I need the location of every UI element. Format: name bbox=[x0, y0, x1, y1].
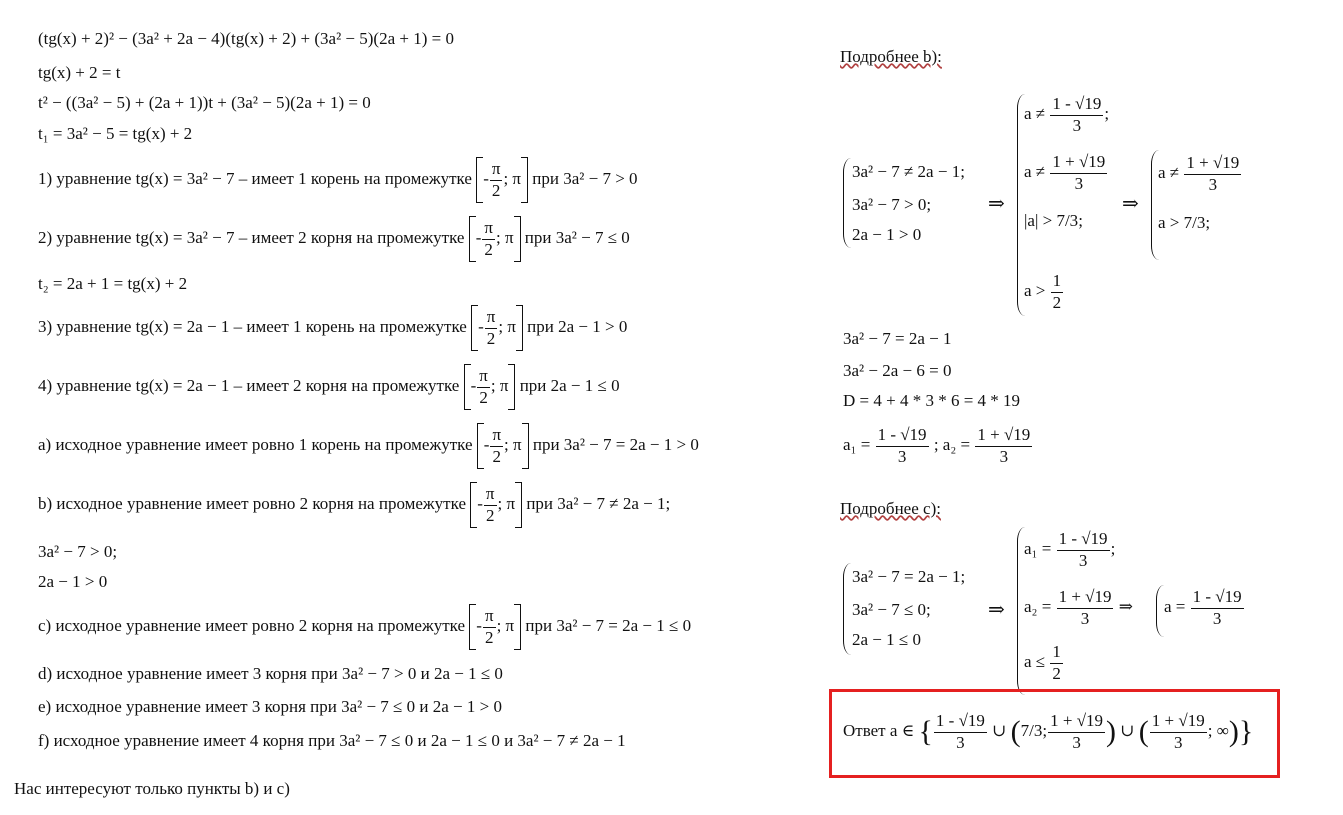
fraction-denominator: 3 bbox=[1074, 173, 1084, 193]
interval-close-bracket bbox=[516, 305, 523, 351]
item-2-condition: при 3a² − 7 ≤ 0 bbox=[524, 227, 630, 247]
fraction-denominator: 2 bbox=[486, 328, 496, 348]
semicolon: ; bbox=[1205, 213, 1211, 232]
interval-minus: - bbox=[477, 493, 483, 513]
interval-upper: ; π bbox=[495, 227, 514, 247]
section-b-title: Подробнее b): bbox=[840, 47, 942, 66]
interval-upper: ; π bbox=[490, 375, 509, 395]
interval-minus: - bbox=[475, 227, 482, 247]
b-sys3-cond-1 bbox=[1158, 154, 1242, 194]
c-sys2-cond-2 bbox=[1024, 588, 1133, 628]
half-fraction bbox=[1051, 272, 1064, 312]
sqrt-value: 7/3 bbox=[1020, 721, 1043, 741]
fraction-numerator: π bbox=[490, 426, 503, 447]
root-1-fraction bbox=[876, 426, 929, 466]
interval-minus: - bbox=[483, 434, 490, 454]
fraction-denominator: 2 bbox=[1052, 292, 1062, 312]
fraction-denominator: 2 bbox=[485, 627, 494, 647]
item-b bbox=[38, 482, 670, 528]
root-fraction bbox=[1057, 530, 1110, 570]
implies-arrow: ⇒ bbox=[1118, 597, 1133, 617]
interval-close-bracket bbox=[515, 482, 522, 528]
c-sys3-result bbox=[1164, 588, 1245, 628]
b-sys2-cond-1 bbox=[1024, 95, 1109, 135]
fraction-numerator: π bbox=[483, 607, 496, 628]
fraction-numerator: 1 + √19 bbox=[1150, 712, 1207, 733]
pi-half-fraction bbox=[490, 426, 503, 466]
item-4-condition: при 2a − 1 ≤ 0 bbox=[519, 375, 620, 395]
root-fraction bbox=[1057, 588, 1114, 628]
b-sys1-line-1: 3a² − 7 ≠ 2a − 1; bbox=[852, 162, 965, 181]
interval-close-bracket bbox=[514, 216, 521, 262]
eq-discriminant-3: D = 4 + 4 * 3 * 6 = 4 * 19 bbox=[843, 391, 1021, 410]
cond-lhs: a ≤ bbox=[1024, 652, 1046, 672]
fraction-denominator: 2 bbox=[479, 387, 488, 407]
interval-upper-fraction bbox=[1048, 712, 1105, 752]
sqrt-value: 7/3 bbox=[1056, 211, 1079, 230]
fraction-numerator: π bbox=[477, 367, 490, 388]
interval-close-paren: ) bbox=[1228, 715, 1239, 749]
cond-lhs: a₂ = bbox=[1024, 597, 1052, 617]
item-e: e) исходное уравнение имеет 3 корня при 3a² − 7 ≤ 0 и 2a − 1 > 0 bbox=[38, 697, 502, 716]
fraction-numerator: 1 + √19 bbox=[1184, 154, 1241, 175]
item-f: f) исходное уравнение имеет 4 корня при 3a² − 7 ≤ 0 и 2a − 1 ≤ 0 и 3a² − 7 ≠ 2a − 1 bbox=[38, 731, 626, 750]
eq-line-t1: t₁ = 3a² − 5 = tg(x) + 2 bbox=[38, 124, 193, 143]
pi-half-fraction bbox=[477, 367, 490, 407]
infinity: ; ∞ bbox=[1207, 721, 1229, 741]
fraction-numerator: 1 + √19 bbox=[975, 426, 1032, 447]
root-fraction bbox=[1050, 95, 1103, 135]
root-2-fraction bbox=[975, 426, 1032, 466]
system-brace bbox=[843, 563, 851, 655]
eq-discriminant-1: 3a² − 7 = 2a − 1 bbox=[843, 329, 952, 348]
interval-minus: - bbox=[476, 615, 482, 635]
b-sys1-line-2: 3a² − 7 > 0; bbox=[852, 195, 932, 214]
pi-half-fraction bbox=[485, 308, 498, 348]
root-fraction bbox=[1184, 154, 1241, 194]
fraction-denominator: 3 bbox=[956, 732, 965, 752]
interval-lower-fraction bbox=[1150, 712, 1207, 752]
item-2-text: 2) уравнение tg(x) = 3a² − 7 – имеет 2 корня на промежутке bbox=[38, 227, 465, 247]
union-symbol: ∪ bbox=[1120, 721, 1135, 741]
item-3-text: 3) уравнение tg(x) = 2a − 1 – имеет 1 корень на промежутке bbox=[38, 316, 467, 336]
fraction-denominator: 3 bbox=[1080, 608, 1090, 628]
root-1-label: a₁ = bbox=[843, 435, 871, 455]
fraction-denominator: 3 bbox=[1072, 732, 1081, 752]
section-c-title: Подробнее с): bbox=[840, 499, 941, 518]
interval-upper: ; π bbox=[498, 316, 516, 336]
c-sys2-cond-1 bbox=[1024, 530, 1115, 570]
item-1-condition: при 3a² − 7 > 0 bbox=[532, 168, 638, 188]
fraction-denominator: 3 bbox=[1208, 174, 1218, 194]
root-fraction bbox=[1191, 588, 1244, 628]
fraction-denominator: 2 bbox=[492, 446, 501, 466]
root-fraction bbox=[1050, 153, 1107, 193]
item-d: d) исходное уравнение имеет 3 корня при 3a² − 7 > 0 и 2a − 1 ≤ 0 bbox=[38, 664, 503, 683]
c-sys1-line-1: 3a² − 7 = 2a − 1; bbox=[852, 567, 966, 586]
semicolon: ; bbox=[1078, 211, 1083, 230]
fraction-denominator: 3 bbox=[1072, 115, 1082, 135]
fraction-numerator: 1 bbox=[1051, 272, 1064, 293]
interval-upper: ; π bbox=[497, 493, 516, 513]
implies-arrow: ⇒ bbox=[988, 193, 1005, 215]
item-1-text: 1) уравнение tg(x) = 3a² − 7 – имеет 1 корень на промежутке bbox=[38, 168, 472, 188]
note-text: Нас интересуют только пункты b) и с) bbox=[14, 779, 290, 798]
fraction-numerator: 1 + √19 bbox=[1057, 588, 1114, 609]
item-c-condition: при 3a² − 7 = 2a − 1 ≤ 0 bbox=[525, 615, 692, 635]
half-fraction bbox=[1050, 643, 1063, 683]
interval-close-bracket bbox=[514, 604, 521, 650]
eq-line-t2: t₂ = 2a + 1 = tg(x) + 2 bbox=[38, 274, 188, 293]
interval-close-bracket bbox=[521, 157, 528, 203]
sqrt-value: 7/3 bbox=[1183, 213, 1206, 232]
interval-close-bracket bbox=[522, 423, 529, 469]
eq-discriminant-2: 3a² − 2a − 6 = 0 bbox=[843, 361, 952, 380]
fraction-numerator: 1 - √19 bbox=[1191, 588, 1244, 609]
semicolon: ; bbox=[1104, 104, 1110, 124]
item-b-condition-2: 3a² − 7 > 0; bbox=[38, 542, 118, 561]
interval-upper: ; π bbox=[496, 615, 515, 635]
b-sys3-cond-2 bbox=[1158, 214, 1210, 231]
fraction-denominator: 2 bbox=[491, 180, 501, 200]
fraction-denominator: 3 bbox=[1212, 608, 1222, 628]
implies-arrow: ⇒ bbox=[1122, 193, 1139, 215]
fraction-numerator: π bbox=[482, 219, 495, 240]
fraction-denominator: 3 bbox=[897, 446, 907, 466]
cond-lhs: a > bbox=[1024, 281, 1046, 301]
eq-line-quadratic: t² − ((3a² − 5) + (2a + 1))t + (3a² − 5)(2a + 1) = 0 bbox=[38, 93, 371, 112]
cond-lhs: a ≠ bbox=[1024, 162, 1046, 182]
interval-open-bracket bbox=[477, 423, 484, 469]
cond-lhs: a = bbox=[1164, 597, 1186, 617]
item-a bbox=[38, 423, 699, 469]
fraction-denominator: 2 bbox=[1052, 663, 1061, 683]
cond-lhs: a > bbox=[1158, 213, 1180, 232]
pi-half-fraction bbox=[482, 219, 495, 259]
item-3 bbox=[38, 305, 627, 351]
item-4-text: 4) уравнение tg(x) = 2a − 1 – имеет 2 корня на промежутке bbox=[38, 375, 460, 395]
item-a-condition: при 3a² − 7 = 2a − 1 > 0 bbox=[532, 434, 699, 454]
interval-open-bracket bbox=[464, 364, 471, 410]
set-close-brace: } bbox=[1238, 715, 1254, 749]
system-brace bbox=[843, 158, 851, 248]
interval-minus: - bbox=[483, 168, 489, 188]
answer-label: Ответ a ∈ bbox=[843, 721, 915, 741]
cond-lhs: |a| > bbox=[1024, 211, 1053, 230]
implies-arrow: ⇒ bbox=[988, 599, 1005, 621]
fraction-numerator: 1 + √19 bbox=[1050, 153, 1107, 174]
item-b-condition: при 3a² − 7 ≠ 2a − 1; bbox=[526, 493, 671, 513]
item-2 bbox=[38, 216, 630, 262]
eq-roots bbox=[843, 426, 1033, 466]
c-sys2-cond-3 bbox=[1024, 643, 1064, 683]
interval-minus: - bbox=[470, 375, 477, 395]
semicolon: ; bbox=[1042, 721, 1048, 741]
interval-open-paren: ( bbox=[1010, 715, 1021, 749]
interval-minus: - bbox=[478, 316, 484, 336]
fraction-numerator: 1 - √19 bbox=[876, 426, 929, 447]
cond-lhs: a ≠ bbox=[1024, 104, 1046, 124]
fraction-denominator: 2 bbox=[485, 505, 495, 525]
item-4 bbox=[38, 364, 620, 410]
fraction-denominator: 2 bbox=[484, 239, 493, 259]
fraction-denominator: 3 bbox=[1078, 550, 1088, 570]
pi-half-fraction bbox=[490, 160, 503, 200]
interval-close-bracket bbox=[508, 364, 515, 410]
cond-lhs: a ≠ bbox=[1158, 163, 1180, 183]
fraction-denominator: 3 bbox=[1174, 732, 1183, 752]
set-open-brace: { bbox=[918, 715, 933, 749]
b-sys2-cond-2 bbox=[1024, 153, 1108, 193]
item-b-text: b) исходное уравнение имеет ровно 2 корня на промежутке bbox=[38, 493, 466, 513]
pi-half-fraction bbox=[483, 607, 496, 647]
item-b-condition-3: 2a − 1 > 0 bbox=[38, 572, 108, 591]
fraction-numerator: π bbox=[490, 160, 503, 181]
c-sys1-line-3: 2a − 1 ≤ 0 bbox=[852, 630, 921, 649]
item-3-condition: при 2a − 1 > 0 bbox=[527, 316, 628, 336]
cond-lhs: a₁ = bbox=[1024, 539, 1052, 559]
c-sys1-line-2: 3a² − 7 ≤ 0; bbox=[852, 600, 931, 619]
fraction-numerator: π bbox=[484, 485, 497, 506]
answer-point bbox=[934, 712, 987, 752]
fraction-denominator: 3 bbox=[999, 446, 1009, 466]
fraction-numerator: 1 - √19 bbox=[934, 712, 987, 733]
eq-line-1: (tg(x) + 2)² − (3a² + 2a − 4)(tg(x) + 2) + (3a² − 5)(2a + 1) = 0 bbox=[38, 29, 454, 48]
fraction-numerator: 1 + √19 bbox=[1048, 712, 1105, 733]
fraction-numerator: 1 - √19 bbox=[1050, 95, 1103, 116]
system-brace bbox=[1156, 585, 1164, 637]
root-2-label: ; a₂ = bbox=[933, 435, 971, 455]
interval-open-bracket bbox=[469, 216, 476, 262]
pi-half-fraction bbox=[484, 485, 497, 525]
interval-upper: ; π bbox=[504, 434, 522, 454]
fraction-numerator: π bbox=[485, 308, 498, 329]
b-sys1-line-3: 2a − 1 > 0 bbox=[852, 225, 922, 244]
interval-upper: ; π bbox=[503, 168, 522, 188]
semicolon: ; bbox=[1110, 539, 1116, 559]
b-sys2-cond-3 bbox=[1024, 212, 1083, 229]
item-1 bbox=[38, 157, 638, 203]
b-sys2-cond-4 bbox=[1024, 272, 1064, 312]
fraction-numerator: 1 - √19 bbox=[1057, 530, 1110, 551]
union-symbol: ∪ bbox=[992, 721, 1007, 741]
interval-open-paren: ( bbox=[1138, 715, 1149, 749]
item-c-text: c) исходное уравнение имеет ровно 2 корня на промежутке bbox=[38, 615, 466, 635]
fraction-numerator: 1 bbox=[1050, 643, 1063, 664]
item-c bbox=[38, 604, 691, 650]
answer-line bbox=[843, 712, 1253, 752]
eq-line-substitution: tg(x) + 2 = t bbox=[38, 63, 121, 82]
item-a-text: a) исходное уравнение имеет ровно 1 корень на промежутке bbox=[38, 434, 473, 454]
interval-close-paren: ) bbox=[1106, 715, 1117, 749]
